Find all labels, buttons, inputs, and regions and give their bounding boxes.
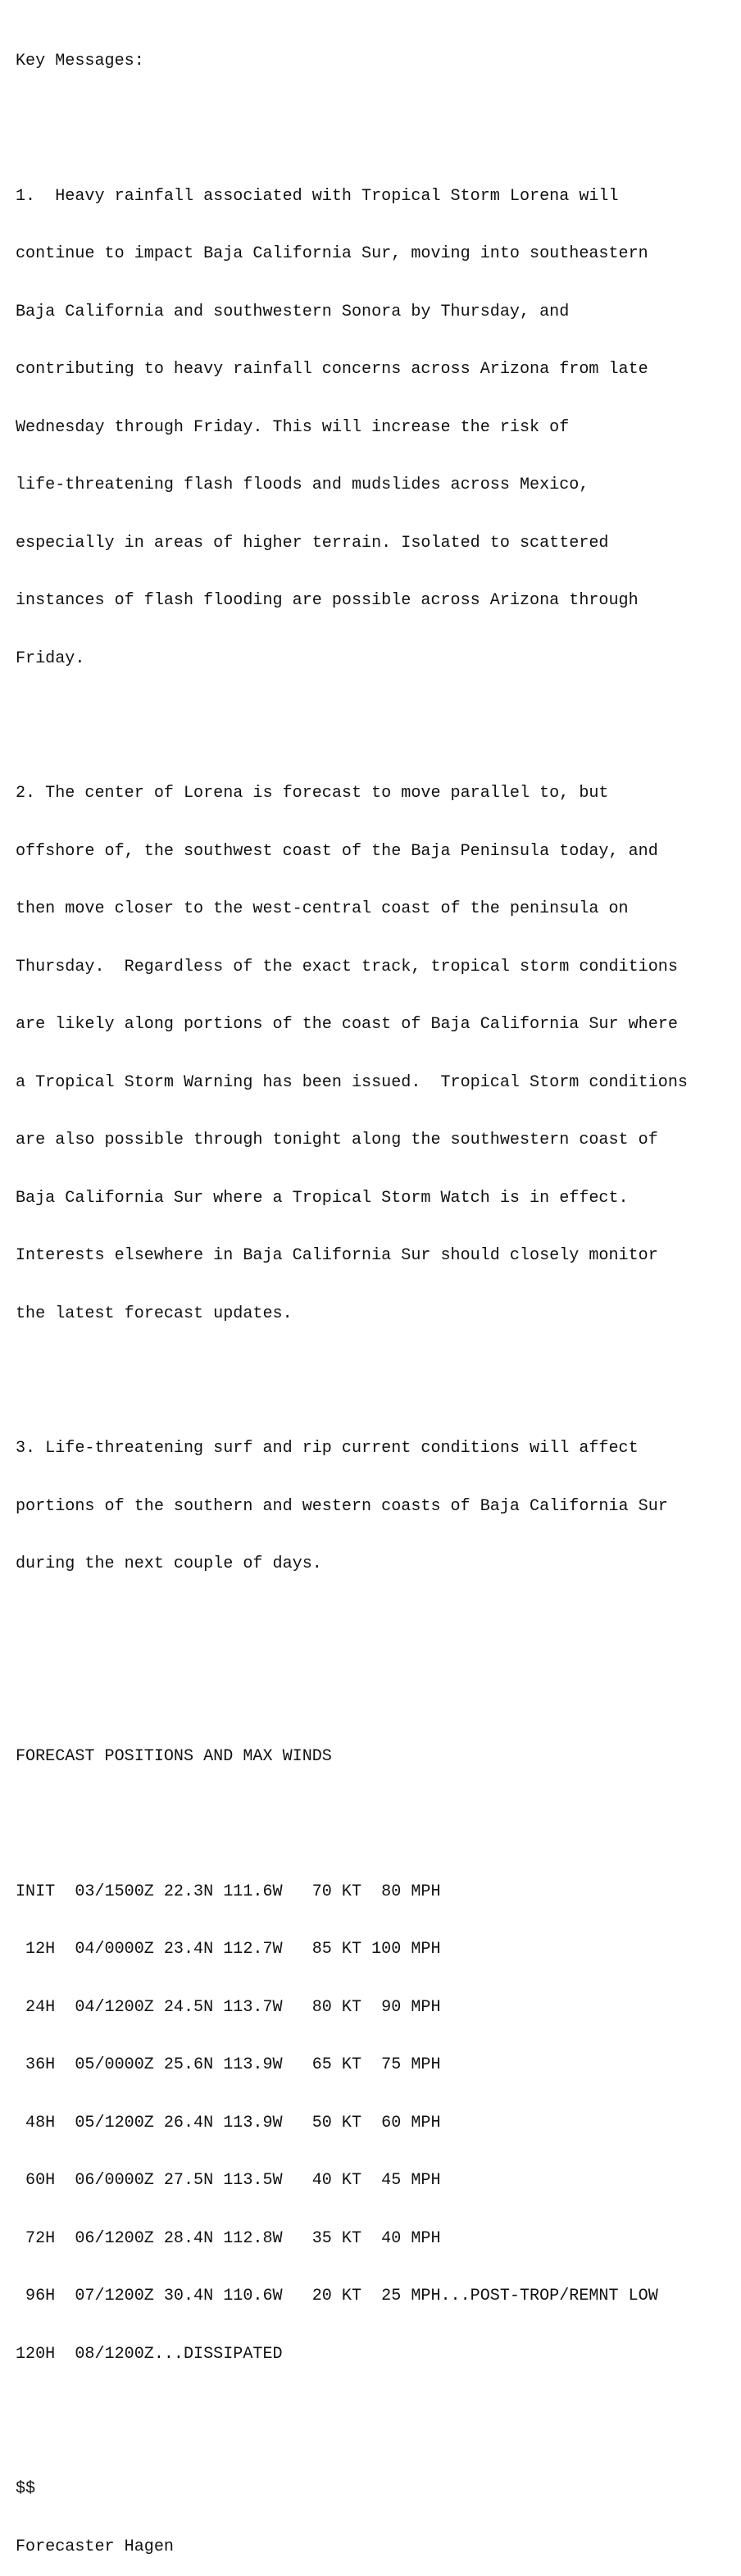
message-1-line: Wednesday through Friday. This will increase the risk of [16, 417, 570, 437]
message-2-line: the latest forecast updates. [16, 1304, 293, 1323]
blank-line [16, 1613, 688, 1632]
end-marker: $$ [16, 2479, 36, 2498]
forecast-row: 48H 05/1200Z 26.4N 113.9W 50 KT 60 MPH [16, 2113, 441, 2132]
blank-line [16, 1362, 688, 1381]
forecast-row: 72H 06/1200Z 28.4N 112.8W 35 KT 40 MPH [16, 2228, 441, 2248]
message-2-line: then move closer to the west-central coast of the peninsula on [16, 899, 629, 918]
message-2-line: are likely along portions of the coast of Baja California Sur where [16, 1015, 678, 1034]
forecast-row: 96H 07/1200Z 30.4N 110.6W 20 KT 25 MPH...POST-TROP/REMNT LOW [16, 2287, 658, 2305]
message-1-line: Baja California and southwestern Sonora by Thursday, and [16, 302, 570, 321]
blank-line [16, 1805, 688, 1825]
forecaster-signature: Forecaster Hagen [16, 2537, 174, 2556]
message-1-line: Friday. [16, 649, 85, 668]
message-1-line: especially in areas of higher terrain. Isolated to scattered [16, 533, 609, 553]
message-2-line: Thursday. Regardless of the exact track, tropical storm conditions [16, 957, 678, 976]
message-3-line: during the next couple of days. [16, 1554, 322, 1573]
forecast-row: 60H 06/0000Z 27.5N 113.5W 40 KT 45 MPH [16, 2171, 441, 2190]
message-2-line: 2. The center of Lorena is forecast to move parallel to, but [16, 784, 609, 803]
discussion-text [16, 13, 688, 2576]
forecast-row: 24H 04/1200Z 24.5N 113.7W 80 KT 90 MPH [16, 1997, 441, 2017]
message-1-line: 1. Heavy rainfall associated with Tropical Storm Lorena will [16, 186, 619, 206]
message-3-line: portions of the southern and western coasts of Baja California Sur [16, 1496, 668, 1516]
forecast-row: 120H 08/1200Z...DISSIPATED [16, 2344, 283, 2364]
forecast-heading: FORECAST POSITIONS AND MAX WINDS [16, 1747, 332, 1766]
message-1-line: contributing to heavy rainfall concerns across Arizona from late [16, 360, 648, 379]
message-1-line: life-threatening flash floods and mudslides across Mexico, [16, 476, 589, 494]
key-messages-heading: Key Messages: [16, 52, 144, 71]
blank-line [16, 1670, 688, 1690]
message-1-line: continue to impact Baja California Sur, moving into southeastern [16, 244, 648, 263]
message-2-line: Baja California Sur where a Tropical Storm Watch is in effect. [16, 1188, 629, 1208]
blank-line [16, 2402, 688, 2422]
message-3-line: 3. Life-threatening surf and rip current conditions will affect [16, 1439, 639, 1458]
forecast-row: 36H 05/0000Z 25.6N 113.9W 65 KT 75 MPH [16, 2055, 441, 2074]
message-2-line: a Tropical Storm Warning has been issued. Tropical Storm conditions [16, 1072, 688, 1092]
message-1-line: instances of flash flooding are possible across Arizona through [16, 591, 639, 610]
message-2-line: are also possible through tonight along the southwestern coast of [16, 1131, 658, 1149]
message-2-line: offshore of, the southwest coast of the Baja Peninsula today, and [16, 841, 658, 861]
forecast-row: 12H 04/0000Z 23.4N 112.7W 85 KT 100 MPH [16, 1940, 441, 1959]
blank-line [16, 110, 688, 130]
forecast-row: INIT 03/1500Z 22.3N 111.6W 70 KT 80 MPH [16, 1882, 441, 1901]
blank-line [16, 707, 688, 726]
message-2-line: Interests elsewhere in Baja California Sur should closely monitor [16, 1246, 658, 1265]
